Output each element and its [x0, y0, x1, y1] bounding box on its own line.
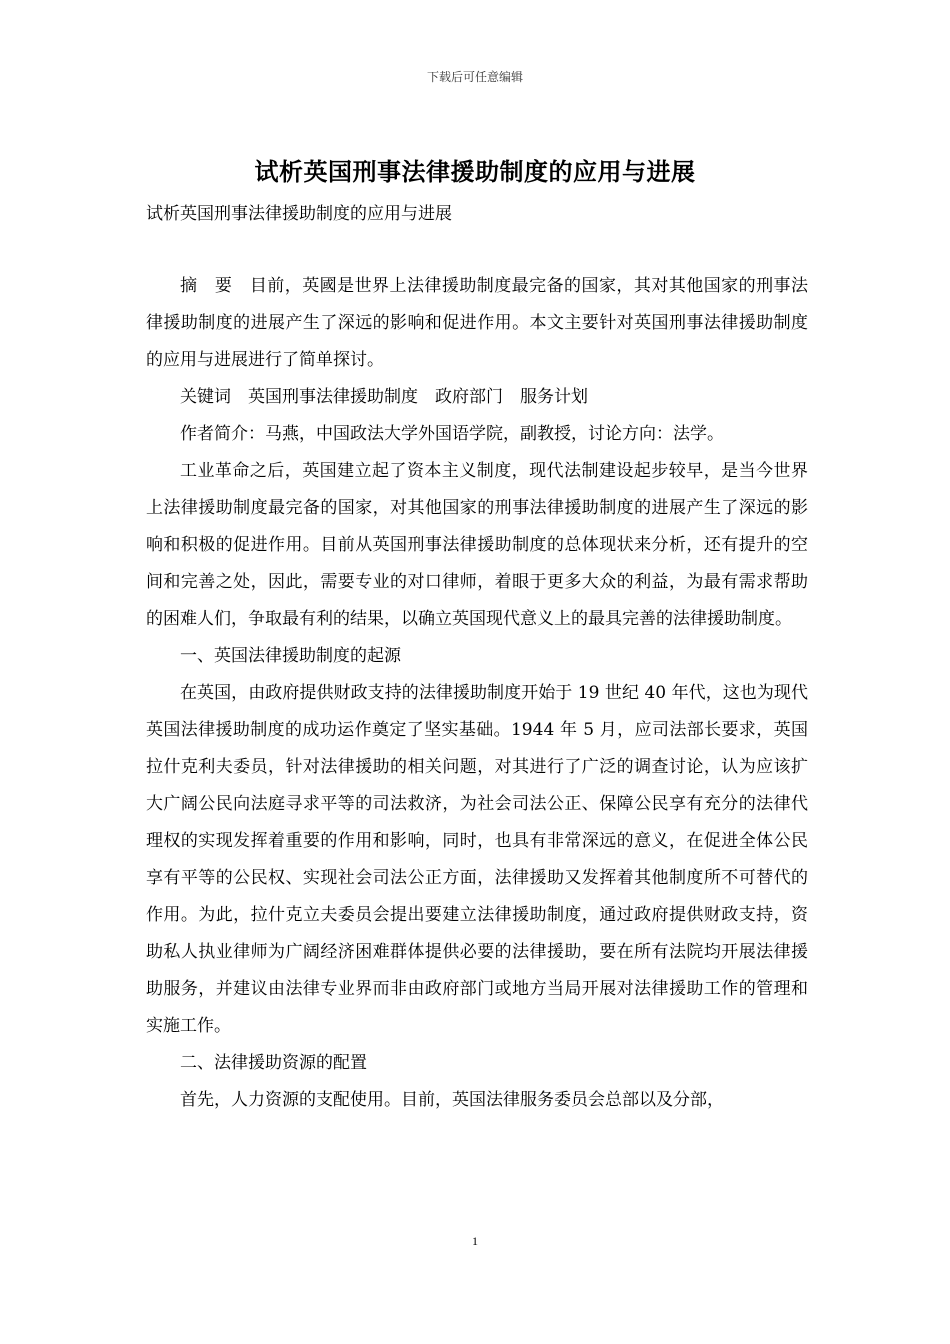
document-subtitle: 试析英国刑事法律援助制度的应用与进展: [146, 204, 452, 224]
keywords-line: 关键词 英国刑事法律援助制度 政府部门 服务计划: [180, 387, 588, 407]
section-heading-origin: 一、英国法律援助制度的起源: [180, 646, 401, 666]
abstract-paragraph: 摘 要 目前，英國是世界上法律援助制度最完备的国家，其对其他国家的刑事法律援助制度的进展产生了深远的影响和促进作用。本文主要针对英国刑事法律援助制度的应用与进展进行了简单探讨。: [146, 276, 808, 370]
section-body-origin: 在英国，由政府提供财政支持的法律援助制度开始于 19 世纪 40 年代，这也为现代英国法律援助制度的成功运作奠定了坚实基础。1944 年 5 月，应司法部长要求，英国拉什克利夫委员，针对法律援助的相关问题，对其进行了广泛的调查讨论，认为应该扩大广阔公民向法庭寻求平等的司法救济，为社会司法公正、保障公民享有充分的法律代理权的实现发挥着重要的作用和影响，同时，也具有非常深远的意义，在促进全体公民享有平等的公民权、实现社会司法公正方面，法律援助又发挥着其他制度所不可替代的作用。为此，拉什克立夫委员会提出要建立法律援助制度，通过政府提供财政支持，资助私人执业律师为广阔经济困难群体提供必要的法律援助，要在所有法院均开展法律援助服务，并建议由法律专业界而非由政府部门或地方当局开展对法律援助工作的管理和实施工作。: [146, 683, 808, 1036]
document-body: [146, 268, 808, 1119]
page-number: 1: [472, 1234, 478, 1248]
author-bio-line: 作者简介：马燕，中国政法大学外国语学院，副教授，讨论方向：法学。: [180, 424, 724, 444]
intro-paragraph: 工业革命之后，英国建立起了资本主义制度，现代法制建设起步较早，是当今世界上法律援助制度最完备的国家，对其他国家的刑事法律援助制度的进展产生了深远的影响和积极的促进作用。目前从英国刑事法律援助制度的总体现状来分析，还有提升的空间和完善之处，因此，需要专业的对口律师，着眼于更多大众的利益，为最有需求帮助的困难人们，争取最有利的结果，以确立英国现代意义上的最具完善的法律援助制度。: [146, 461, 808, 629]
section-body-resources: 首先，人力资源的支配使用。目前，英国法律服务委员会总部以及分部，: [180, 1090, 724, 1110]
section-heading-resources: 二、法律援助资源的配置: [180, 1053, 367, 1073]
page-header: 下载后可任意编辑: [426, 70, 523, 84]
document-title: 试析英国刑事法律援助制度的应用与进展: [254, 158, 696, 186]
